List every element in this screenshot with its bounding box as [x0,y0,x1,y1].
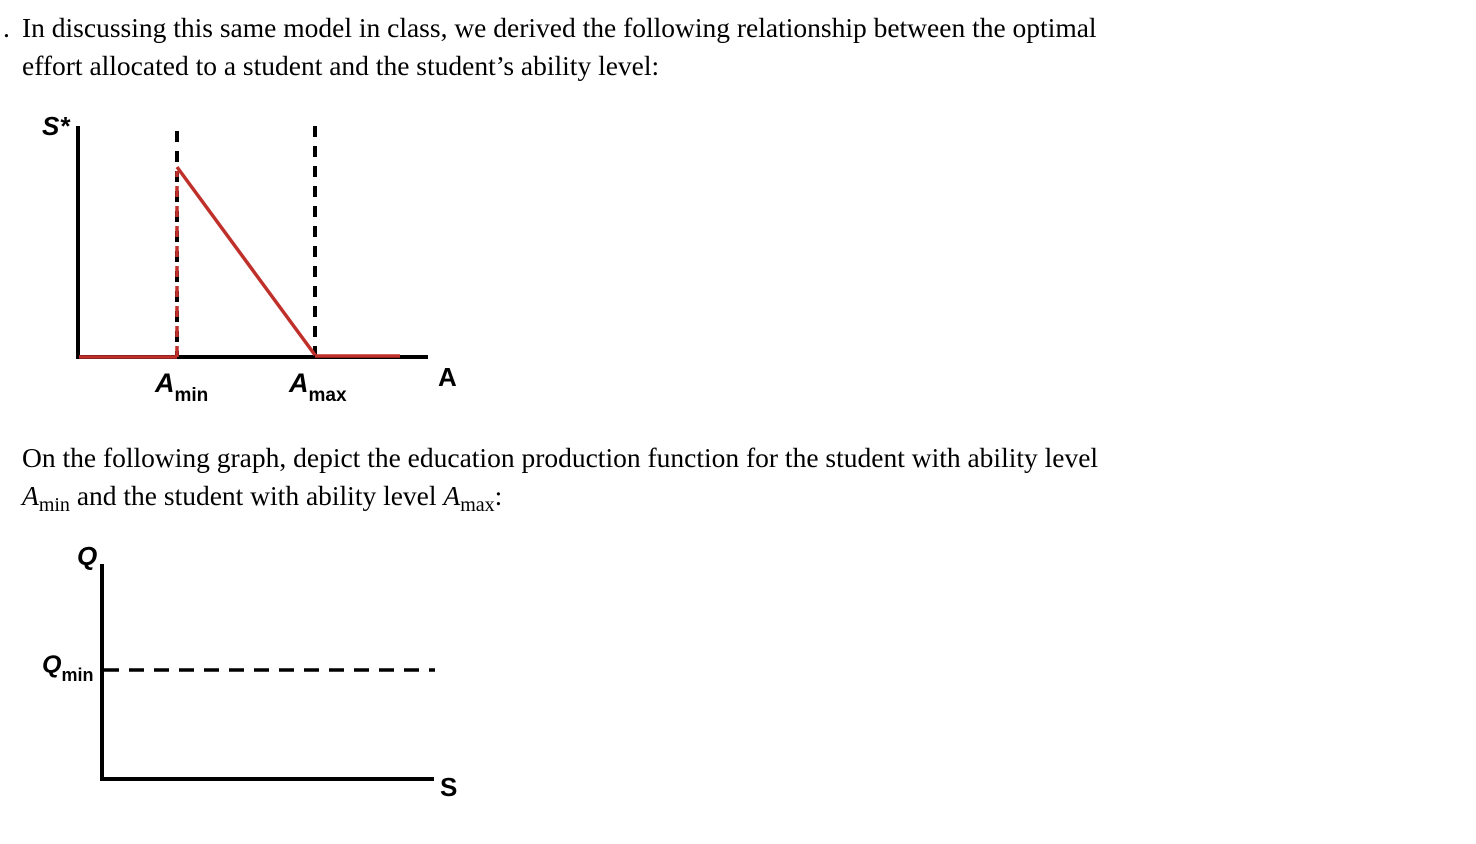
task-text-2: and the student with ability level [69,480,444,511]
task-amax-subscript: max [460,494,495,516]
graph1-y-label: S* [42,111,70,141]
amin-label-sub: min [174,385,209,406]
graph2-y-label: Q [77,541,98,571]
qmin-label-sub: min [61,665,94,685]
task-text-1: On the following graph, depict the education production function for the student with ability level [22,442,1099,473]
task-amin-subscript: min [38,494,70,516]
qmin-label-main: Q [42,651,62,679]
intro-line-1: In discussing this same model in class, we derived the following relationship between the optimal [22,12,1097,43]
intro-line-2: effort allocated to a student and the student’s ability level: [22,50,660,81]
qmin-label [42,651,93,685]
task-text-3: : [494,480,503,511]
task-amax-symbol: A [443,480,461,511]
graph2-axes [100,564,434,781]
amin-label-main: A [155,368,175,398]
amax-label-main: A [289,368,309,398]
graph1-x-label: A [438,362,457,392]
question-marker: . [3,12,10,43]
graph2-x-label: S [440,772,458,802]
task-amin-symbol: A [22,480,39,511]
amax-label-sub: max [308,385,347,406]
